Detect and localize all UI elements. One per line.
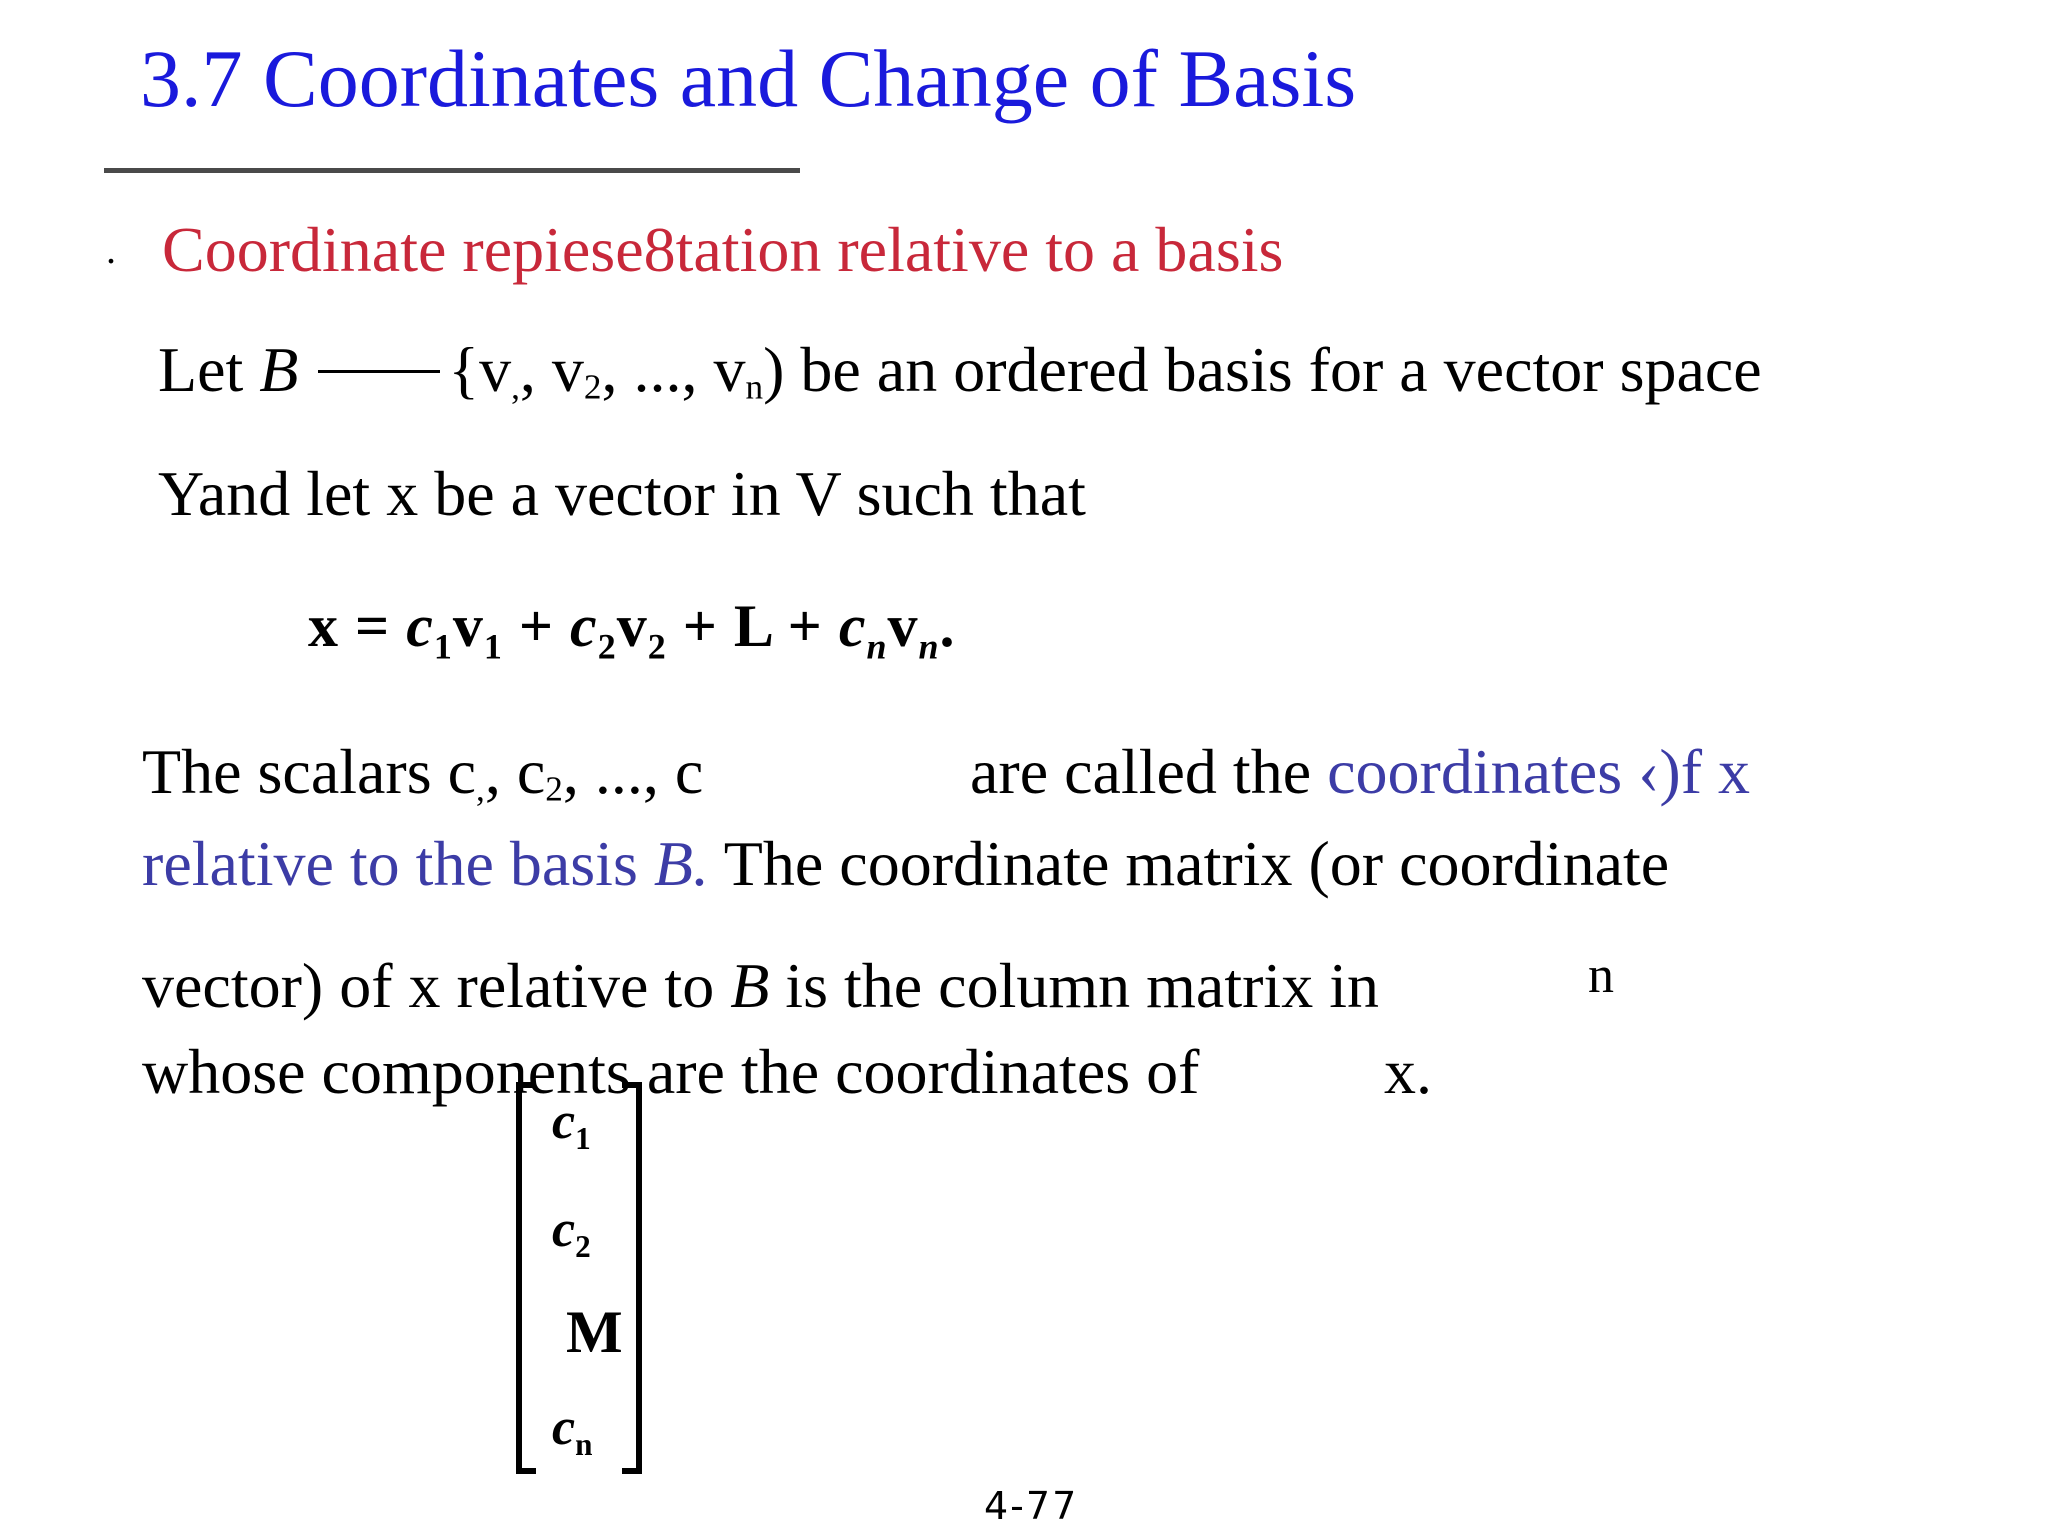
matrix-cn-letter: c bbox=[552, 1399, 576, 1456]
coordinates-term: coordinates ‹)f x bbox=[1327, 736, 1751, 807]
eq-plus-1: + bbox=[502, 593, 571, 659]
title-underline bbox=[104, 168, 800, 173]
page-number: 4-77 bbox=[984, 1484, 1079, 1528]
components-line: whose components are the coordinates of bbox=[142, 1036, 1200, 1107]
scalars-text bbox=[142, 736, 704, 809]
eq-plus-2: + bbox=[666, 593, 734, 659]
set-sep-2: , ..., v bbox=[601, 334, 746, 405]
linear-combination-equation bbox=[308, 593, 956, 667]
coordinates-definition bbox=[970, 736, 1751, 807]
eq-vn: v bbox=[887, 593, 919, 659]
basis-b-symbol: B bbox=[730, 950, 770, 1021]
matrix-c1-sub: 1 bbox=[575, 1120, 591, 1156]
set-sep-1: , v bbox=[519, 334, 584, 405]
scalar-sub-2: 2 bbox=[545, 769, 563, 809]
coordinate-column-matrix bbox=[516, 1082, 642, 1468]
matrix-entry-c1 bbox=[552, 1093, 591, 1156]
eq-cn-sub: n bbox=[866, 626, 888, 667]
matrix-vertical-ellipsis: M bbox=[566, 1299, 623, 1365]
let-word: Let bbox=[158, 334, 244, 405]
eq-v1: v bbox=[452, 593, 484, 659]
eq-v2: v bbox=[616, 593, 648, 659]
basis-definition-rest: ) be an ordered basis for a vector space bbox=[763, 334, 1762, 405]
eq-plus-3: + bbox=[771, 593, 839, 659]
basis-symbol: B bbox=[259, 334, 299, 405]
scalar-sub-1: , bbox=[476, 769, 485, 809]
set-open: {v bbox=[448, 334, 512, 405]
slide-title: 3.7 Coordinates and Change of Basis bbox=[140, 33, 1357, 124]
subscript-n: n bbox=[745, 367, 764, 407]
superscript-n: n bbox=[1588, 947, 1614, 1004]
relative-basis-term: relative to the basis bbox=[142, 828, 654, 899]
eq-cn: c bbox=[838, 593, 867, 659]
bullet-marker: . bbox=[106, 227, 116, 272]
coordinate-matrix-text: The coordinate matrix (or coordinate bbox=[708, 828, 1670, 899]
matrix-cn-sub: n bbox=[575, 1426, 593, 1462]
vector-definition-line: Yand let x be a vector in V such that bbox=[158, 458, 1086, 529]
dash-rule bbox=[318, 370, 440, 373]
eq-v1-sub: 1 bbox=[483, 626, 503, 667]
right-bracket bbox=[622, 1082, 642, 1474]
vector-of-x-text: vector) of x relative to bbox=[142, 950, 731, 1021]
section-heading: Coordinate repiese8tation relative to a basis bbox=[162, 214, 1284, 285]
matrix-c2-sub: 2 bbox=[575, 1228, 591, 1264]
eq-end: . bbox=[939, 593, 956, 659]
subscript-2: 2 bbox=[583, 367, 602, 407]
column-matrix-line bbox=[142, 950, 1379, 1021]
x-symbol: x. bbox=[1384, 1036, 1432, 1107]
scalars-lead: The scalars c bbox=[142, 736, 477, 807]
matrix-entry-cn bbox=[552, 1399, 593, 1462]
scalars-end: , ..., c bbox=[562, 736, 704, 807]
eq-c2-sub: 2 bbox=[597, 626, 617, 667]
eq-v2-sub: 2 bbox=[647, 626, 667, 667]
eq-c1-sub: 1 bbox=[433, 626, 453, 667]
left-bracket bbox=[516, 1082, 536, 1474]
basis-b-term: B. bbox=[653, 828, 709, 899]
matrix-c2-letter: c bbox=[552, 1201, 576, 1258]
matrix-c1-letter: c bbox=[552, 1093, 576, 1150]
subscript-1: , bbox=[511, 367, 520, 407]
basis-definition-line bbox=[158, 334, 1762, 407]
eq-ellipsis: L bbox=[733, 593, 772, 659]
called-text: are called the bbox=[970, 736, 1328, 807]
eq-c1: c bbox=[406, 593, 434, 659]
scalars-mid: , c bbox=[484, 736, 546, 807]
column-matrix-text: is the column matrix in bbox=[769, 950, 1379, 1021]
eq-vn-sub: n bbox=[918, 626, 940, 667]
matrix-entry-c2 bbox=[552, 1201, 591, 1264]
eq-lhs: x = bbox=[308, 593, 407, 659]
eq-c2: c bbox=[570, 593, 598, 659]
relative-basis-line bbox=[142, 828, 1670, 899]
